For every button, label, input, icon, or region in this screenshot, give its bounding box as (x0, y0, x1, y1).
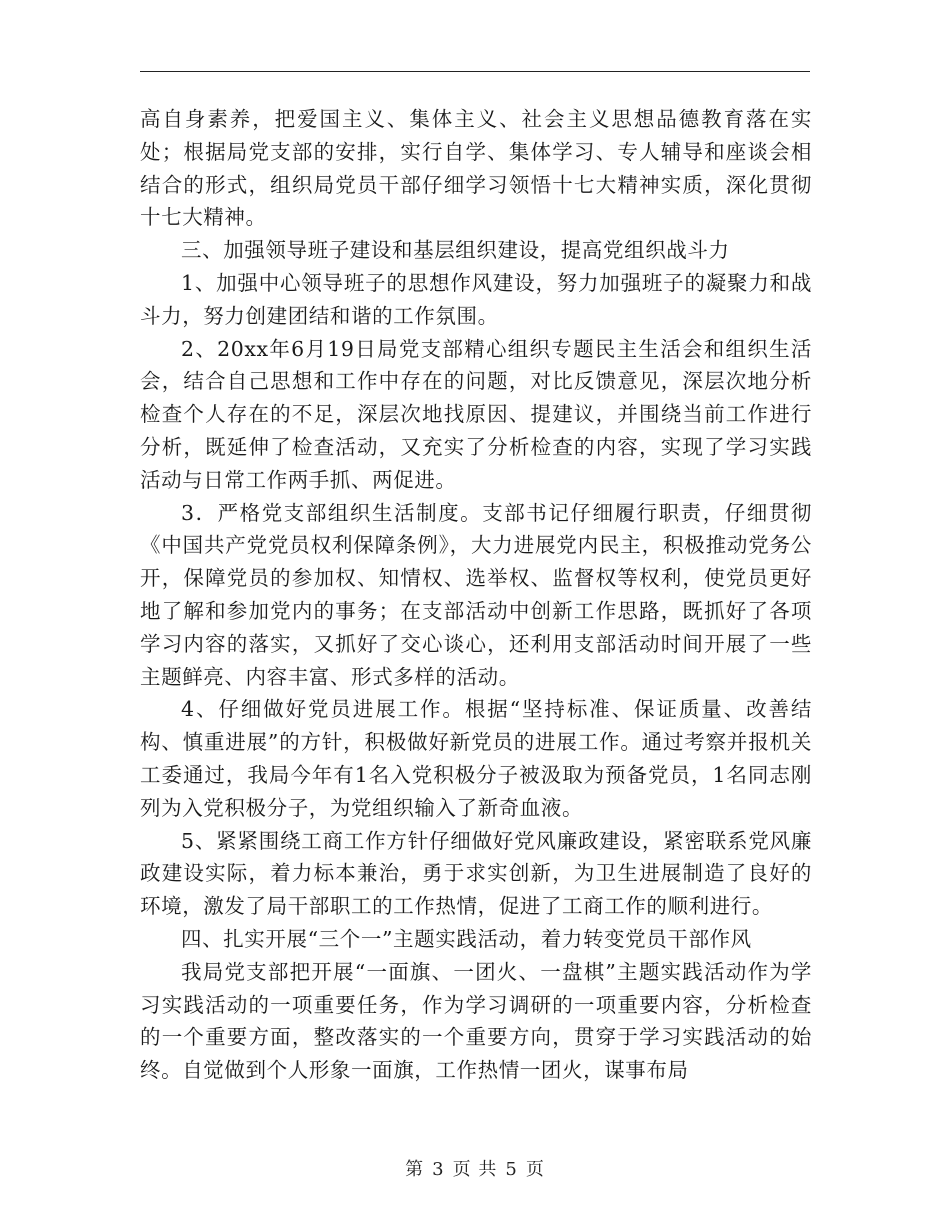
paragraph-item-1: 1、加强中心领导班子的思想作风建设，努力加强班子的凝聚力和战斗力，努力创建团结和谐的工作氛围。 (140, 270, 812, 328)
paragraph-item-5: 5、紧紧围绕工商工作方针仔细做好党风廉政建设，紧密联系党风廉政建设实际，着力标本兼治，勇于求实创新，为卫生进展制造了良好的环境，激发了局干部职工的工作热情，促进了工商工作的顺利进行。 (140, 828, 812, 919)
paragraph-section-4-body: 我局党支部把开展“一面旗、一团火、一盘棋”主题实践活动作为学习实践活动的一项重要任务，作为学习调研的一项重要内容，分析检查的一个重要方面，整改落实的一个重要方向，贯穿于学习实践活动的始终。自觉做到个人形象一面旗，工作热情一团火，谋事布局 (140, 959, 812, 1083)
paragraph-item-4: 4、仔细做好党员进展工作。根据“坚持标准、保证质量、改善结构、慎重进展”的方针，积极做好新党员的进展工作。通过考察并报机关工委通过，我局今年有1名入党积极分子被汲取为预备党员，1名同志刚列为入党积极分子，为党组织输入了新奇血液。 (140, 697, 812, 820)
paragraph-1: 高自身素养，把爱国主义、集体主义、社会主义思想品德教育落在实处；根据局党支部的安排，实行自学、集体学习、专人辅导和座谈会相结合的形式，组织局党员干部仔细学习领悟十七大精神实质，深化贯彻十七大精神。 (140, 107, 812, 230)
page-label-mid: 页 共 (452, 1159, 498, 1180)
paragraph-item-3: 3．严格党支部组织生活制度。支部书记仔细履行职责，仔细贯彻《中国共产党党员权利保障条例》，大力进展党内民主，积极推动党务公开，保障党员的参加权、知情权、选举权、监督权等权利，使党员更好地了解和参加党内的事务；在支部活动中创新工作思路，既抓好了各项学习内容的落实，又抓好了交心谈心，还利用支部活动时间开展了一些主题鲜亮、内容丰富、形式多样的活动。 (140, 500, 812, 689)
page-footer (0, 1155, 950, 1181)
document-body (140, 103, 812, 1087)
total-page-count: 5 (505, 1159, 518, 1180)
header-rule (140, 71, 810, 72)
current-page-number: 3 (432, 1159, 445, 1180)
section-heading-4: 四、扎实开展“三个一”主题实践活动，着力转变党员干部作风 (181, 926, 752, 951)
paragraph-item-2: 2、20xx年6月19日局党支部精心组织专题民主生活会和组织生活会，结合自己思想和工作中存在的问题，对比反馈意见，深层次地分析检查个人存在的不足，深层次地找原因、提建议，并围绕当前工作进行分析，既延伸了检查活动，又充实了分析检查的内容，实现了学习实践活动与日常工作两手抓、两促进。 (140, 336, 812, 492)
section-heading-3: 三、加强领导班子建设和基层组织建设，提高党组织战斗力 (181, 238, 730, 263)
page-label-prefix: 第 (405, 1159, 425, 1180)
page-label-suffix: 页 (525, 1159, 545, 1180)
